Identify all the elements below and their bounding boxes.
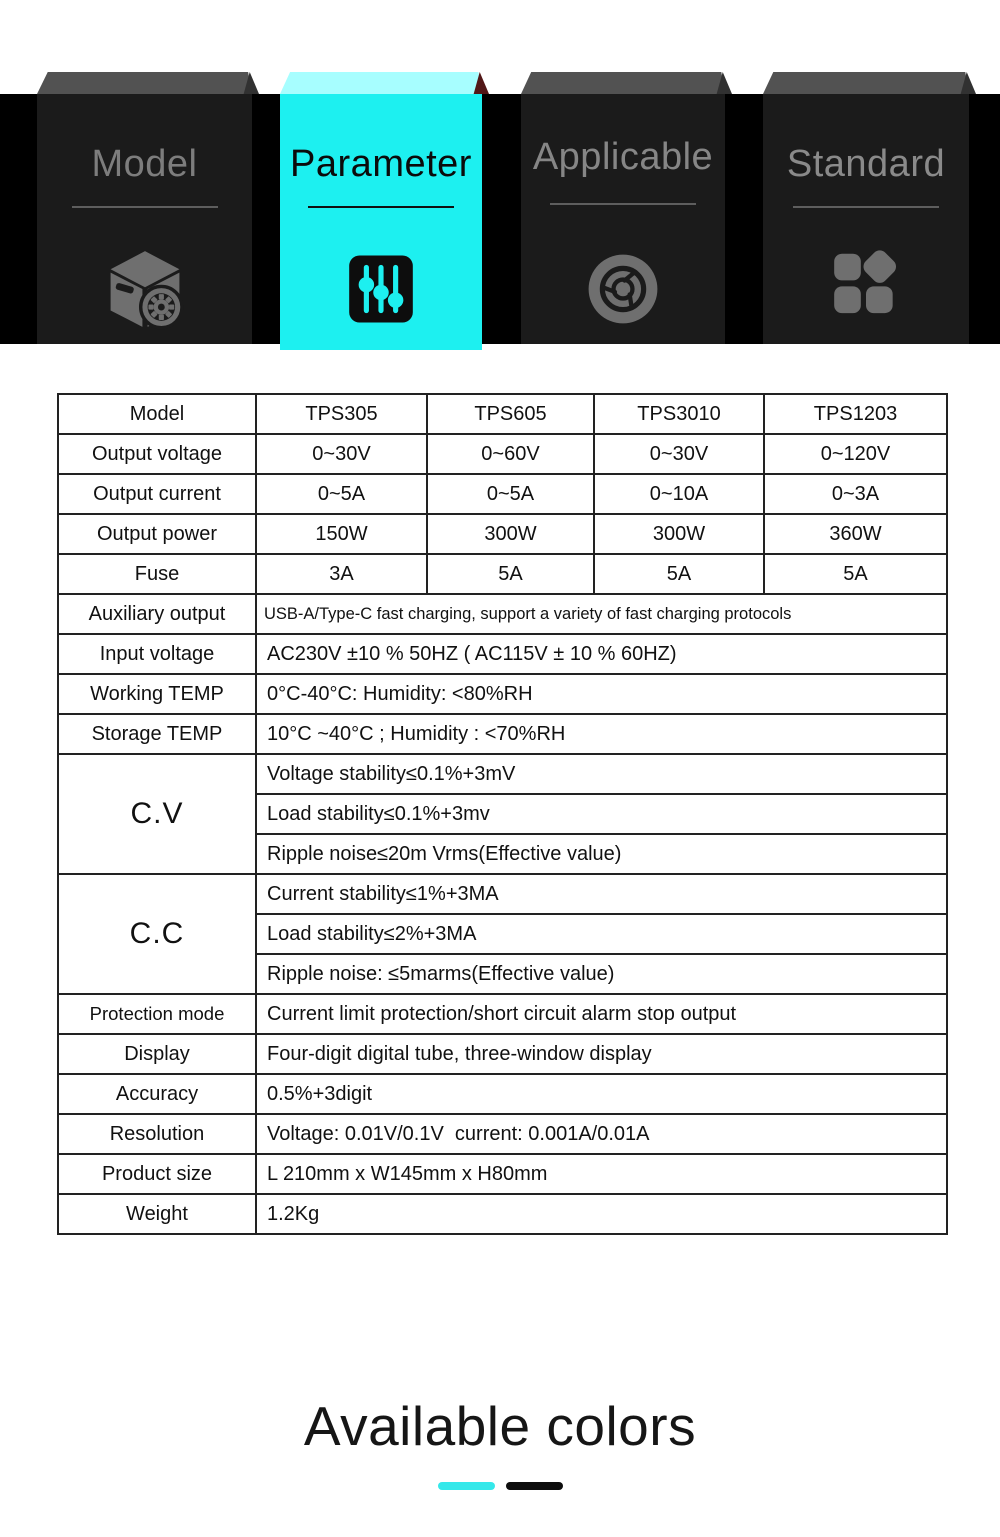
row-label: Input voltage	[58, 634, 256, 674]
table-row-storage-temp	[58, 714, 947, 754]
table-row-working-temp	[58, 674, 947, 714]
row-label: Weight	[58, 1194, 256, 1234]
mixer-sliders-icon	[338, 246, 424, 332]
cell: 0~30V	[256, 434, 427, 474]
tab-model[interactable]	[37, 94, 252, 344]
cell: 0~60V	[427, 434, 594, 474]
cell: Ripple noise≤20m Vrms(Effective value)	[256, 834, 947, 874]
cell: 0°C-40°C: Humidity: <80%RH	[256, 674, 947, 714]
chrome-browser-icon	[580, 246, 666, 332]
cell: USB-A/Type-C fast charging, support a variety of fast charging protocols	[256, 594, 947, 634]
cell: 1.2Kg	[256, 1194, 947, 1234]
header-model-label: Model	[58, 394, 256, 434]
row-label: Product size	[58, 1154, 256, 1194]
cell: 0~3A	[764, 474, 947, 514]
table-row-output-power	[58, 514, 947, 554]
tab-standard-top-flap	[763, 72, 969, 94]
cell: Load stability≤0.1%+3mv	[256, 794, 947, 834]
table-row-input-voltage	[58, 634, 947, 674]
row-label: Output power	[58, 514, 256, 554]
cell: 0~10A	[594, 474, 764, 514]
header-tps3010: TPS3010	[594, 394, 764, 434]
tab-model-top-flap	[37, 72, 252, 94]
row-label: Output voltage	[58, 434, 256, 474]
tab-standard[interactable]	[763, 94, 969, 344]
black-dash	[506, 1482, 563, 1490]
available-colors-heading: Available colors	[303, 1395, 697, 1457]
row-label: Accuracy	[58, 1074, 256, 1114]
tab-parameter-underline	[308, 206, 454, 208]
tab-applicable-underline	[550, 203, 696, 205]
table-row-cc-1	[58, 874, 947, 914]
table-row-fuse	[58, 554, 947, 594]
cell: 0~120V	[764, 434, 947, 474]
cell: 0~5A	[427, 474, 594, 514]
tab-model-underline	[72, 206, 218, 208]
row-label: Storage TEMP	[58, 714, 256, 754]
cell: 5A	[764, 554, 947, 594]
table-row-protection-mode	[58, 994, 947, 1034]
cell: 5A	[427, 554, 594, 594]
row-label: Auxiliary output	[58, 594, 256, 634]
table-row-output-current	[58, 474, 947, 514]
tab-model-label: Model	[91, 143, 198, 185]
cell: Voltage: 0.01V/0.1V current: 0.001A/0.01A	[256, 1114, 947, 1154]
table-row-cv-1	[58, 754, 947, 794]
header-tps605: TPS605	[427, 394, 594, 434]
table-row-weight	[58, 1194, 947, 1234]
row-label: Working TEMP	[58, 674, 256, 714]
cyan-dash	[438, 1482, 495, 1490]
table-row-display	[58, 1034, 947, 1074]
cell: 300W	[594, 514, 764, 554]
cell: 10°C ~40°C ; Humidity : <70%RH	[256, 714, 947, 754]
row-label: Output current	[58, 474, 256, 514]
row-label: Display	[58, 1034, 256, 1074]
tab-standard-label: Standard	[786, 143, 946, 185]
tab-parameter[interactable]	[280, 94, 482, 350]
tab-parameter-top-flap	[280, 72, 482, 94]
tab-parameter-label: Parameter	[290, 143, 472, 185]
cell: 360W	[764, 514, 947, 554]
cell: 5A	[594, 554, 764, 594]
row-label: Fuse	[58, 554, 256, 594]
table-row-accuracy	[58, 1074, 947, 1114]
table-header-row	[58, 394, 947, 434]
tab-applicable-label: Applicable	[532, 136, 714, 178]
group-label-cv: C.V	[58, 754, 256, 874]
table-row-output-voltage	[58, 434, 947, 474]
cell: Load stability≤2%+3MA	[256, 914, 947, 954]
cell: 0~30V	[594, 434, 764, 474]
shapes-grid-icon	[823, 246, 909, 332]
row-label: Protection mode	[58, 994, 256, 1034]
group-label-cc: C.C	[58, 874, 256, 994]
table-row-product-size	[58, 1154, 947, 1194]
spec-table	[57, 393, 948, 1235]
table-row-resolution	[58, 1114, 947, 1154]
row-label: Resolution	[58, 1114, 256, 1154]
tab-applicable[interactable]	[521, 94, 725, 344]
cell: 0~5A	[256, 474, 427, 514]
cell: L 210mm x W145mm x H80mm	[256, 1154, 947, 1194]
cell: AC230V ±10 % 50HZ ( AC115V ± 10 % 60HZ)	[256, 634, 947, 674]
cell: 150W	[256, 514, 427, 554]
heading-underline-dashes	[0, 1482, 1000, 1490]
table-row-auxiliary-output	[58, 594, 947, 634]
cell: 0.5%+3digit	[256, 1074, 947, 1114]
model-box-gear-icon	[102, 246, 188, 332]
tab-standard-underline	[793, 206, 939, 208]
header-tps305: TPS305	[256, 394, 427, 434]
header-tps1203: TPS1203	[764, 394, 947, 434]
cell: Current limit protection/short circuit alarm stop output	[256, 994, 947, 1034]
tab-applicable-top-flap	[521, 72, 725, 94]
cell: Voltage stability≤0.1%+3mV	[256, 754, 947, 794]
cell: 300W	[427, 514, 594, 554]
cell: Current stability≤1%+3MA	[256, 874, 947, 914]
cell: Four-digit digital tube, three-window display	[256, 1034, 947, 1074]
cell: 3A	[256, 554, 427, 594]
cell: Ripple noise: ≤5marms(Effective value)	[256, 954, 947, 994]
